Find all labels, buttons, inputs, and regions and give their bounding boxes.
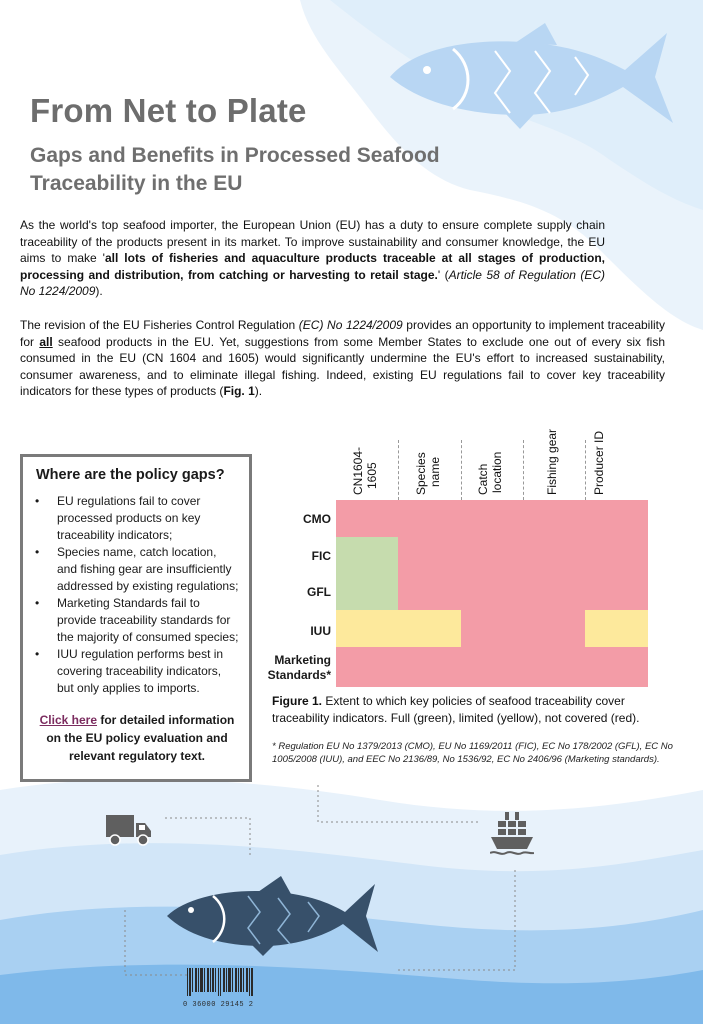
column-divider bbox=[585, 440, 586, 500]
fish-icon bbox=[163, 872, 381, 958]
row-label-iuu: IUU bbox=[310, 624, 331, 638]
matrix-cell bbox=[336, 500, 398, 537]
row-label-marketing-standards: Marketing Standards* bbox=[267, 653, 331, 682]
list-item: • Marketing Standards fail to provide traceability standards for the majority of consumed species; bbox=[35, 596, 239, 644]
matrix-cell bbox=[461, 610, 523, 647]
matrix-cell bbox=[523, 573, 585, 610]
policy-gaps-title: Where are the policy gaps? bbox=[36, 467, 225, 483]
matrix-cell bbox=[398, 500, 461, 537]
truck-icon bbox=[106, 813, 152, 847]
row-label-cmo: CMO bbox=[303, 512, 331, 526]
matrix-cell bbox=[336, 647, 398, 687]
matrix-cell bbox=[398, 537, 461, 573]
list-item: • Species name, catch location, and fishing gear are insufficiently addressed by existing regulations; bbox=[35, 545, 239, 593]
matrix-cell bbox=[523, 647, 585, 687]
matrix-cell bbox=[461, 500, 523, 537]
page-title: From Net to Plate bbox=[30, 92, 307, 129]
fish-icon bbox=[385, 15, 680, 133]
matrix-cell bbox=[585, 610, 648, 647]
row-label-gfl: GFL bbox=[307, 585, 331, 599]
matrix-cell bbox=[585, 647, 648, 687]
matrix-cell bbox=[336, 537, 398, 573]
matrix-cell bbox=[461, 537, 523, 573]
list-item: • EU regulations fail to cover processed products on key traceability indicators; bbox=[35, 494, 201, 542]
matrix-cell bbox=[398, 573, 461, 610]
policy-gaps-list bbox=[35, 493, 239, 697]
barcode-number: 0 36000 29145 2 bbox=[183, 1001, 254, 1009]
click-here-link[interactable]: Click here bbox=[39, 713, 98, 727]
detail-link-text: Click here for detailed information on the EU policy evaluation and relevant regulatory text. bbox=[39, 713, 235, 763]
column-label-fishing-gear: Fishing gear bbox=[545, 428, 559, 495]
policy-gaps-box bbox=[20, 454, 252, 782]
column-label-catch-location: Catch location bbox=[476, 451, 504, 495]
matrix-cell bbox=[336, 610, 398, 647]
traceability-coverage-matrix bbox=[336, 500, 648, 687]
row-label-fic: FIC bbox=[311, 549, 331, 563]
column-divider bbox=[461, 440, 462, 500]
matrix-cell bbox=[523, 500, 585, 537]
list-item: • IUU regulation performs best in covering traceability indicators, but only applies to imports. bbox=[35, 647, 224, 695]
figure-caption: Figure 1. Extent to which key policies of seafood traceability cover traceability indicators. Full (green), limited (yellow), not covered (red). bbox=[272, 694, 640, 725]
column-label-species-name: Species name bbox=[414, 452, 442, 495]
matrix-cell bbox=[336, 573, 398, 610]
intro-paragraph-2: The revision of the EU Fisheries Control Regulation (EC) No 1224/2009 provides an opportunity to implement traceability for all seafood products in the EU. Yet, suggestions from some Member States to exclude one out of every six fish consumed in the EU (CN 1604 and 1605) would significantly undermine the EU's effort to increased sustainability, consumer awareness, and to eliminate illegal fishing. Indeed, existing EU regulations fail to cover key traceability indicators for these types of products (Fig. 1). bbox=[20, 318, 665, 399]
matrix-cell bbox=[585, 573, 648, 610]
matrix-cell bbox=[523, 610, 585, 647]
matrix-cell bbox=[398, 647, 461, 687]
intro-paragraph-1: As the world's top seafood importer, the European Union (EU) has a duty to ensure complete supply chain traceability of the products present in its market. To improve sustainability and consumer knowledge, the EU aims to make 'all lots of fisheries and aquaculture products traceable at all stages of production, processing and distribution, from catching or harvesting to retail stage.' (Article 58 of Regulation (EC) No 1224/2009). bbox=[20, 218, 605, 299]
column-divider bbox=[523, 440, 524, 500]
matrix-cell bbox=[585, 537, 648, 573]
matrix-cell bbox=[523, 537, 585, 573]
page-subtitle: Gaps and Benefits in Processed Seafood Traceability in the EU bbox=[30, 144, 440, 195]
matrix-cell bbox=[461, 573, 523, 610]
column-divider bbox=[398, 440, 399, 500]
regulation-footnote: * Regulation EU No 1379/2013 (CMO), EU No 1169/2011 (FIC), EC No 178/2002 (GFL), EC No 1005/2008 (IUU), and EEC No 2136/89, No 1536/92, EC No 2406/96 (Marketing standards). bbox=[272, 741, 673, 765]
column-label-cn1604: CN1604- 1605 bbox=[351, 446, 379, 495]
column-label-producer-id: Producer ID bbox=[592, 430, 606, 495]
matrix-cell bbox=[585, 500, 648, 537]
barcode-bars bbox=[183, 968, 263, 998]
matrix-cell bbox=[398, 610, 461, 647]
matrix-cell bbox=[461, 647, 523, 687]
barcode-icon bbox=[183, 968, 263, 1008]
cargo-ship-icon bbox=[490, 812, 534, 856]
